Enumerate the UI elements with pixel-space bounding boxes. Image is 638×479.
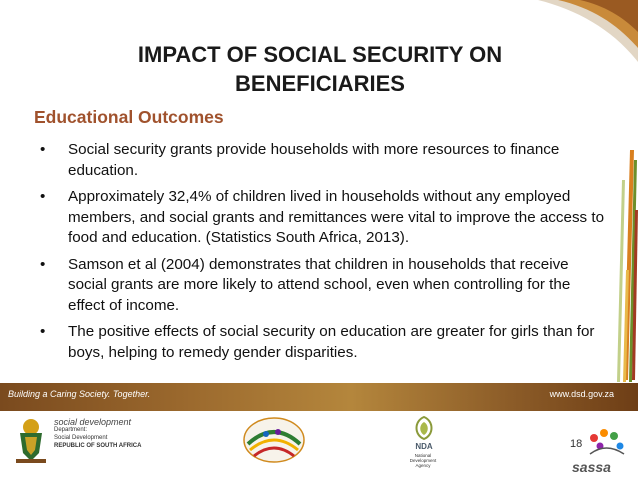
bullet-text: Samson et al (2004) demonstrates that children in households that receive social grants are more likely to attend school, even when controlling for the effect of income. [68,255,571,314]
department-name: social development [54,417,132,427]
right-side-decoration [608,150,638,385]
department-block [54,418,141,450]
sassa-logo-icon [584,424,628,458]
bullet-text: Approximately 32,4% of children lived in households without any employed members, and social grants and remittances were vital to improve the access to food and education. (Statistics South Africa, 2013). [68,188,605,246]
anniversary-logo-icon [240,414,308,466]
nda-logo-icon [410,415,438,441]
department-line: Department: [54,427,88,433]
bullet-item [40,255,605,317]
slide-title: IMPACT OF SOCIAL SECURITY ON BENEFICIARIES [137,42,503,96]
nda-subtext: National Development Agency [409,453,437,468]
bullet-item [40,140,605,181]
department-line: Social Development [54,435,108,441]
sassa-label: sassa [572,459,611,475]
bullet-marker: • [40,255,46,273]
bullet-item [40,187,605,249]
bullet-text: Social security grants provide households with more resources to finance education. [68,141,560,179]
bullet-marker: • [40,188,46,205]
section-subtitle: Educational Outcomes [34,107,224,127]
bullet-marker: • [40,141,46,158]
banner-url: www.dsd.gov.za [549,389,614,399]
bullet-list [40,140,605,369]
bullet-text: The positive effects of social security on education are greater for girls than for boys, helping to remedy gender disparities. [68,323,595,361]
coat-of-arms-icon [12,415,50,465]
bullet-item [40,322,605,363]
banner-slogan: Building a Caring Society. Together. [8,389,151,399]
department-line: REPUBLIC OF SOUTH AFRICA [54,443,142,449]
nda-label: NDA [415,442,433,451]
bullet-marker: • [40,323,46,340]
page-number: 18 [570,438,583,450]
